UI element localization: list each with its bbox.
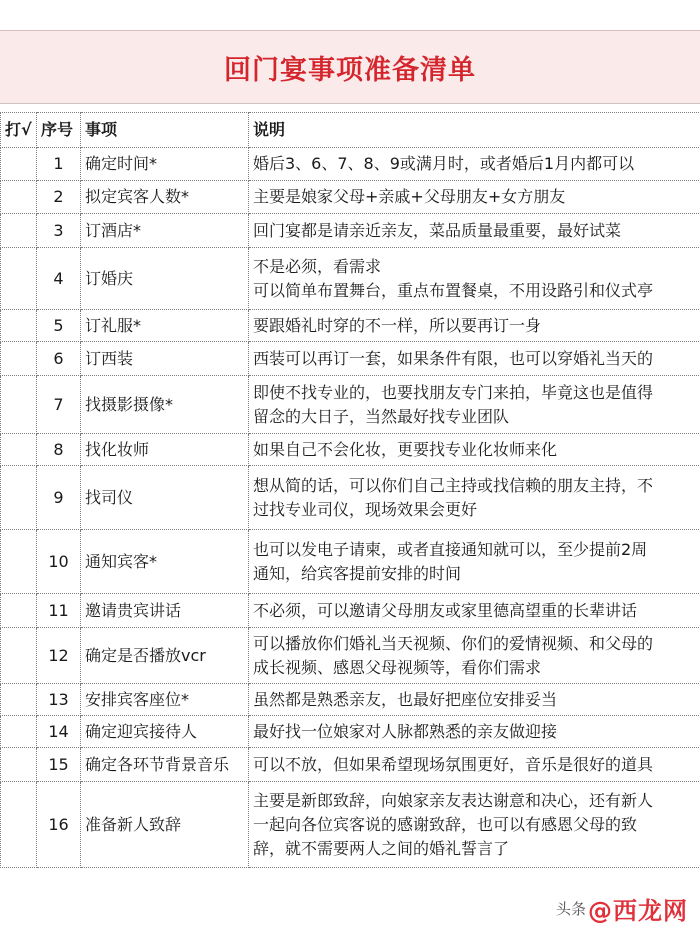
desc-cell (249, 748, 700, 782)
desc-line: 西装可以再订一套，如果条件有限，也可以穿婚礼当天的 (253, 348, 654, 368)
item-cell: 订酒店* (81, 214, 249, 248)
desc-line: 想从简的话，可以你们自己主持或找信赖的朋友主持，不 (253, 475, 654, 495)
item-cell: 确定时间* (81, 148, 249, 181)
row-number: 2 (37, 181, 81, 214)
item-cell: 确定迎宾接待人 (81, 716, 249, 748)
desc-cell (249, 466, 700, 530)
desc-cell (249, 594, 700, 628)
desc-line: 最好找一位娘家对人脉都熟悉的亲友做迎接 (253, 721, 558, 741)
desc-cell (249, 248, 700, 310)
watermark-logo: @西龙网 (588, 897, 688, 925)
top-margin (0, 0, 700, 30)
check-cell[interactable] (1, 376, 37, 434)
item-cell: 邀请贵宾讲话 (81, 594, 249, 628)
check-cell[interactable] (1, 248, 37, 310)
desc-line: 婚后3、6、7、8、9或满月时，或者婚后1月内都可以 (253, 154, 635, 173)
desc-line: 不是必须，看需求 (253, 256, 382, 276)
table-row (1, 716, 700, 748)
table-row (1, 628, 700, 684)
watermark-prefix: 头条 (555, 900, 586, 918)
header-row (1, 113, 700, 148)
check-cell[interactable] (1, 214, 37, 248)
desc-line: 如果自己不会化妆，更要找专业化妆师来化 (253, 439, 558, 459)
item-cell: 通知宾客* (81, 530, 249, 594)
desc-cell (249, 376, 700, 434)
header-item: 事项 (81, 113, 249, 148)
desc-line: 回门宴都是请亲近亲友，菜品质量最重要，最好试菜 (253, 220, 622, 240)
table-row (1, 434, 700, 466)
row-number: 11 (37, 594, 81, 628)
desc-line: 成长视频、感恩父母视频等，看你们需求 (253, 657, 542, 677)
row-number: 5 (37, 310, 81, 342)
row-number: 3 (37, 214, 81, 248)
desc-line: 可以播放你们婚礼当天视频、你们的爱情视频、和父母的 (253, 633, 654, 653)
desc-cell (249, 782, 700, 868)
desc-line: 可以简单布置舞台，重点布置餐桌，不用设路引和仪式亭 (253, 280, 654, 300)
check-cell[interactable] (1, 684, 37, 716)
row-number: 4 (37, 248, 81, 310)
item-cell: 订礼服* (81, 310, 249, 342)
check-cell[interactable] (1, 434, 37, 466)
item-cell: 拟定宾客人数* (81, 181, 249, 214)
desc-line: 留念的大日子，当然最好找专业团队 (253, 406, 510, 426)
table-row (1, 181, 700, 214)
desc-cell (249, 716, 700, 748)
page-title: 回门宴事项准备清单 (224, 54, 476, 86)
row-number: 14 (37, 716, 81, 748)
table-row (1, 148, 700, 181)
table-row (1, 310, 700, 342)
desc-cell (249, 684, 700, 716)
desc-line: 通知，给宾客提前安排的时间 (253, 563, 462, 583)
row-number: 9 (37, 466, 81, 530)
row-number: 15 (37, 748, 81, 782)
desc-line: 也可以发电子请柬，或者直接通知就可以，至少提前2周 (253, 539, 648, 559)
row-number: 1 (37, 148, 81, 181)
item-cell: 确定各环节背景音乐 (81, 748, 249, 782)
row-number: 10 (37, 530, 81, 594)
desc-cell (249, 342, 700, 376)
desc-line: 一起向各位宾客说的感谢致辞，也可以有感恩父母的致 (253, 814, 638, 834)
desc-line: 辞，就不需要两人之间的婚礼誓言了 (253, 838, 510, 858)
desc-line: 主要是新郎致辞，向娘家亲友表达谢意和决心，还有新人 (253, 790, 654, 810)
header-no: 序号 (37, 113, 81, 148)
table-row (1, 748, 700, 782)
desc-cell (249, 628, 700, 684)
desc-cell (249, 310, 700, 342)
header-check: 打√ (1, 113, 37, 148)
table-row (1, 376, 700, 434)
checklist-table (0, 112, 700, 868)
check-cell[interactable] (1, 342, 37, 376)
table-row (1, 782, 700, 868)
item-cell: 订西装 (81, 342, 249, 376)
check-cell[interactable] (1, 148, 37, 181)
desc-cell (249, 530, 700, 594)
table-body (1, 148, 700, 868)
desc-line: 主要是娘家父母+亲戚+父母朋友+女方朋友 (253, 187, 566, 206)
desc-line: 过找专业司仪，现场效果会更好 (253, 499, 478, 519)
item-cell: 安排宾客座位* (81, 684, 249, 716)
row-number: 13 (37, 684, 81, 716)
check-cell[interactable] (1, 748, 37, 782)
check-cell[interactable] (1, 466, 37, 530)
row-number: 7 (37, 376, 81, 434)
check-cell[interactable] (1, 530, 37, 594)
check-cell[interactable] (1, 594, 37, 628)
check-cell[interactable] (1, 181, 37, 214)
item-cell: 准备新人致辞 (81, 782, 249, 868)
table-row (1, 466, 700, 530)
item-cell: 找化妆师 (81, 434, 249, 466)
row-number: 12 (37, 628, 81, 684)
table-row (1, 684, 700, 716)
desc-cell (249, 148, 700, 181)
desc-cell (249, 181, 700, 214)
desc-line: 不必须，可以邀请父母朋友或家里德高望重的长辈讲话 (253, 600, 638, 620)
check-cell[interactable] (1, 782, 37, 868)
table-row (1, 248, 700, 310)
header-desc: 说明 (249, 113, 700, 148)
row-number: 8 (37, 434, 81, 466)
desc-line: 要跟婚礼时穿的不一样，所以要再订一身 (253, 315, 542, 335)
title-banner (0, 30, 700, 104)
item-cell: 订婚庆 (81, 248, 249, 310)
table-row (1, 594, 700, 628)
table-row (1, 530, 700, 594)
table-row (1, 342, 700, 376)
desc-line: 即使不找专业的，也要找朋友专门来拍，毕竟这也是值得 (253, 382, 654, 402)
desc-line: 虽然都是熟悉亲友，也最好把座位安排妥当 (253, 689, 558, 709)
item-cell: 确定是否播放vcr (81, 628, 249, 684)
watermark (552, 889, 692, 928)
table-row (1, 214, 700, 248)
item-cell: 找司仪 (81, 466, 249, 530)
check-cell[interactable] (1, 716, 37, 748)
row-number: 16 (37, 782, 81, 868)
item-cell: 找摄影摄像* (81, 376, 249, 434)
check-cell[interactable] (1, 628, 37, 684)
desc-line: 可以不放，但如果希望现场氛围更好，音乐是很好的道具 (253, 754, 654, 774)
check-cell[interactable] (1, 310, 37, 342)
row-number: 6 (37, 342, 81, 376)
desc-cell (249, 434, 700, 466)
desc-cell (249, 214, 700, 248)
